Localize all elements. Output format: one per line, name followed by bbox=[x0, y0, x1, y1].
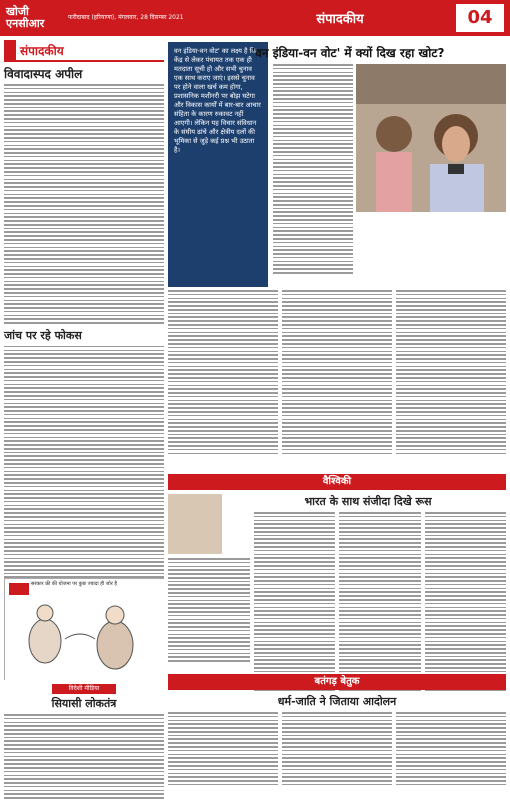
section-label: संपादकीय bbox=[20, 43, 64, 58]
cartoon-caption: सरकार फ्री की योजना पर कुछ ज्यादा ही जोर है bbox=[31, 581, 118, 587]
page-number: 04 bbox=[456, 4, 504, 32]
page-section: संपादकीय bbox=[316, 12, 364, 27]
foreign-media-body bbox=[4, 714, 164, 799]
newspaper-logo: खोजी एनसीआर bbox=[6, 5, 45, 30]
batang-title: धर्म-जाति ने जिताया आदोलन bbox=[277, 695, 397, 708]
batang-body bbox=[168, 712, 506, 785]
editorial-body-2 bbox=[4, 346, 164, 609]
section-header bbox=[4, 40, 164, 62]
vaishviki-body bbox=[168, 512, 506, 691]
editorial-title: विवादास्पद अपील bbox=[4, 67, 83, 81]
section-bar bbox=[4, 40, 16, 60]
vaishviki-banner: वैश्विकी bbox=[168, 474, 506, 490]
cartoon-illustration bbox=[5, 579, 165, 681]
date-line: फरीदाबाद (हरियाणा), मंगलवार, 28 दिसम्बर 2021 bbox=[68, 14, 184, 21]
batang-banner: बतंगड़ बेतुक bbox=[168, 674, 506, 690]
main-article-title: 'वन इंडिया-वन वोट' में क्यों दिख रहा खोट? bbox=[251, 46, 445, 60]
masthead bbox=[0, 0, 510, 36]
foreign-media-section bbox=[4, 684, 164, 799]
editorial-subtitle: जांच पर रहे फोकस bbox=[4, 328, 82, 342]
photo-illustration bbox=[356, 64, 506, 212]
editorial-column bbox=[4, 40, 164, 608]
vaishviki-title: भारत के साथ संजीदा दिखे रूस bbox=[304, 495, 432, 508]
cartoon bbox=[4, 578, 164, 680]
main-article-intro bbox=[273, 64, 353, 274]
pull-quote-text: वन इंडिया-वन वोट' का लक्ष्य है कि केंद्र से लेकर पंचायत तक एक ही मतदाता सूची हो और सभी चुनाव एक साथ कराए जाएं। इससे चुनाव पर होने वाला खर्च कम होगा, प्रशासनिक मशीनरी पर बोझ घटेगा और विकास कार्यों में बार-बार आचार संहिता के कारण रुकावट नहीं आएगी। लेकिन यह विचार संविधान के संघीय ढांचे और क्षेत्रीय दलों की भूमिका से जुड़े कई प्रश्न भी उठाता है। bbox=[174, 47, 261, 154]
main-article-body bbox=[168, 290, 506, 454]
foreign-media-tag: विदेशी मीडिया bbox=[52, 684, 116, 694]
editorial-body bbox=[4, 84, 164, 324]
voter-photo bbox=[356, 64, 506, 212]
pull-quote bbox=[168, 42, 268, 287]
foreign-media-title: सियासी लोकतंत्र bbox=[51, 697, 117, 710]
